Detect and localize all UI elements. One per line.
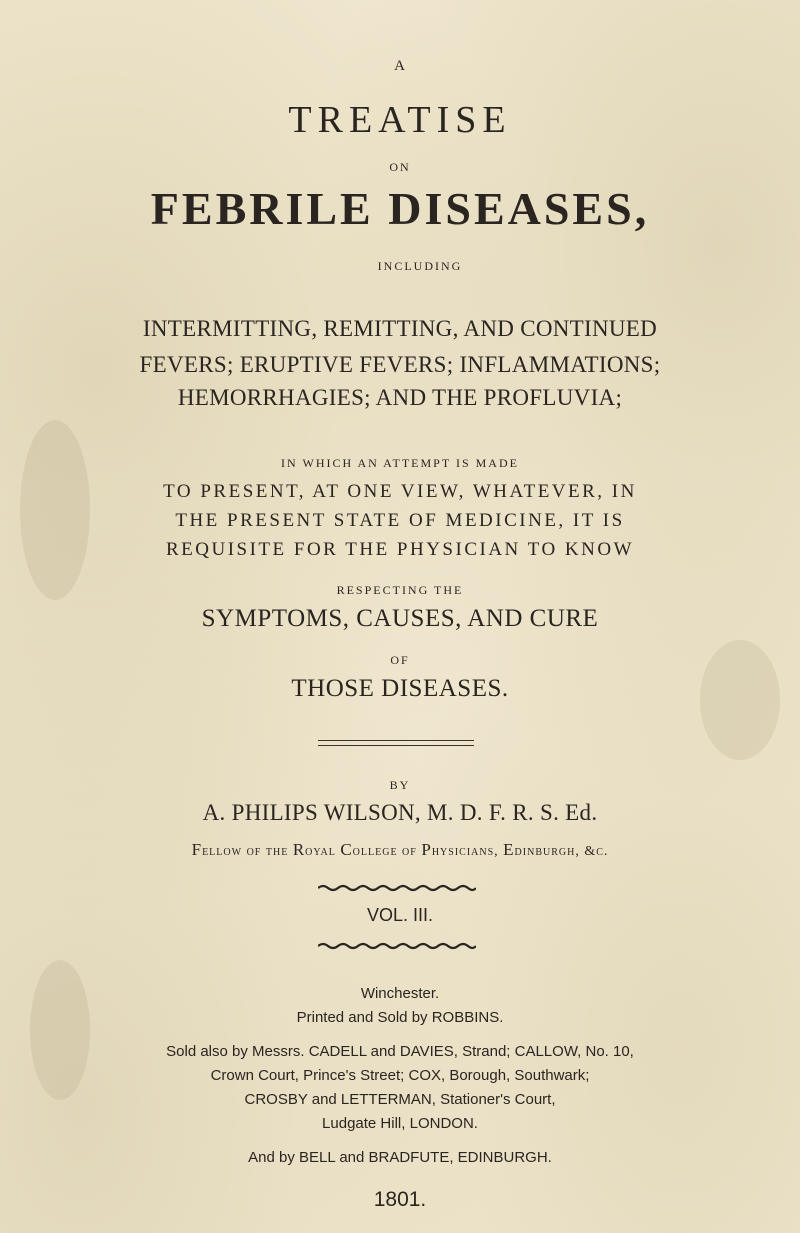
imprint-sellers-line: Ludgate Hill, LONDON. [322, 1115, 478, 1132]
double-rule-bottom [318, 745, 474, 746]
fellowship-text: hysicians, [431, 844, 504, 859]
wavy-ornament-bottom [318, 942, 476, 950]
author-line: A. PHILIPS WILSON, M. D. F. R. S. Ed. [202, 800, 598, 825]
fellowship-text: F [191, 840, 203, 859]
those-diseases-line: THOSE DISEASES. [291, 675, 509, 702]
fellowship-text: ollege of [352, 844, 422, 859]
fellowship-text: P [421, 840, 432, 859]
including-label: INCLUDING [377, 259, 463, 273]
double-rule-top [318, 740, 474, 741]
fellowship-text: E [503, 840, 515, 859]
fellowship-text: C [340, 840, 353, 859]
by-label: BY [389, 778, 411, 792]
aim-line: TO PRESENT, AT ONE VIEW, WHATEVER, IN [163, 481, 637, 502]
aim-line: THE PRESENT STATE OF MEDICINE, IT IS [175, 510, 625, 531]
includes-line: HEMORRHAGIES; AND THE PROFLUVIA; [177, 385, 623, 410]
includes-line: FEVERS; ERUPTIVE FEVERS; INFLAMMATIONS; [139, 352, 661, 377]
imprint-place: Winchester. [360, 985, 440, 1002]
fellowship-text: dinburgh, &c. [514, 844, 609, 859]
fellowship-text: oyal [305, 844, 341, 859]
article-word: A [394, 58, 406, 74]
fellowship-line [0, 840, 800, 860]
subject-line: SYMPTOMS, CAUSES, AND CURE [201, 605, 599, 632]
imprint-sellers-line: CROSBY and LETTERMAN, Stationer's Court, [244, 1091, 556, 1108]
publication-year: 1801. [373, 1188, 427, 1211]
in-which-label: IN WHICH AN ATTEMPT IS MADE [281, 456, 519, 470]
fellowship-text: of the [242, 844, 293, 859]
wavy-ornament-top [318, 884, 476, 892]
volume-label: VOL. III. [366, 905, 434, 925]
imprint-printer: Printed and Sold by ROBBINS. [296, 1009, 504, 1026]
main-title: FEBRILE DISEASES, [150, 183, 650, 234]
treatise-heading: TREATISE [288, 99, 512, 141]
fellowship-text: R [292, 840, 306, 859]
imprint-edinburgh-line: And by BELL and BRADFUTE, EDINBURGH. [248, 1149, 552, 1166]
of-label: OF [390, 653, 410, 667]
respecting-label: RESPECTING THE [336, 583, 464, 597]
fellowship-text: ellow [202, 844, 243, 859]
includes-line: INTERMITTING, REMITTING, AND CONTINUED [142, 316, 658, 341]
imprint-sellers-line: Sold also by Messrs. CADELL and DAVIES, Strand; CALLOW, No. 10, [166, 1043, 634, 1060]
on-word: ON [389, 160, 411, 174]
imprint-sellers-line: Crown Court, Prince's Street; COX, Borough, Southwark; [210, 1067, 590, 1084]
aim-line: REQUISITE FOR THE PHYSICIAN TO KNOW [165, 539, 635, 560]
